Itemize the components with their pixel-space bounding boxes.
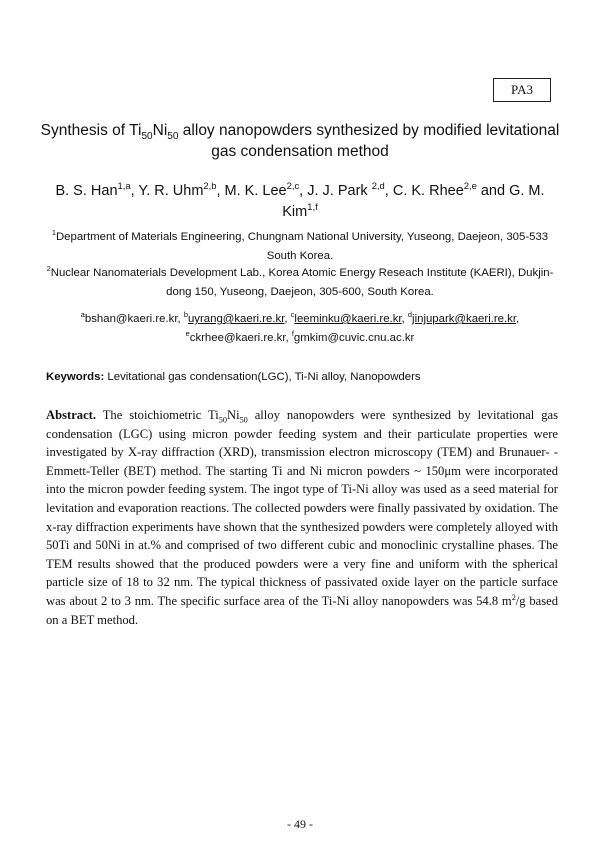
keywords [46, 369, 566, 385]
email[interactable]: $^b$uyrang@kaeri.re.kr [183, 310, 285, 325]
affiliation-1: $^1$Department of Materials Engineering, Chungnam National University, Yuseong, Daejeon, 305-533 South Korea. [51, 228, 549, 262]
email[interactable]: $^f$gmkim@cuvic.cnu.ac.kr [291, 329, 415, 344]
abstract: Abstract. The stoichiometric $Ti_{50}Ni_{50}$ alloy nanopowders were synthesized by levitational gas condensation (LGC) using micron powder feeding system and their particulate properties were investigated by X-ray diffraction (XRD), transmission electron microscopy (TEM) and Brunauer- -Emmett-Teller (BET) method. The starting Ti and Ni micron powders ~ 150μm were incorporated into the micron powder feeding system. The ingot type of Ti-Ni alloy was used as a seed material for levitation and evaporation reactions. The collected powders were finally passivated by oxidation. The x-ray diffraction experiments have shown that the synthesized powders were completely alloyed with 50Ti and 50Ni in at.% and comprised of two different cubic and monoclinic crystalline phases. The TEM results showed that the produced powders were a very fine and uniform with the spherical particle size of 18 to 32 nm. The typical thickness of passivated oxide layer on the particle surface was about 2 to 3 nm. The specific surface area of the Ti-Ni alloy nanopowders was 54.8 $m^2/g$ based on a BET method. [46, 408, 558, 627]
author: G. M. Kim$^{1,f}$ [282, 183, 545, 220]
author: C. K. Rhee$^{2,e}$ and [392, 180, 510, 199]
author: B. S. Han$^{1,a}$, [55, 180, 139, 199]
email[interactable]: $^d$jinjupark@kaeri.re.kr [407, 310, 517, 325]
paper-code-box: PA3 [493, 78, 551, 102]
author: Y. R. Uhm$^{2,b}$, [138, 180, 225, 199]
keywords-text: Levitational gas condensation(LGC), Ti-Ni alloy, Nanopowders [104, 371, 421, 383]
paper-title: Synthesis of $Ti_{50}Ni_{50}$ alloy nanopowders synthesized by modified levitational gas condensation method [40, 122, 560, 160]
author-list [40, 181, 560, 223]
author: J. J. Park $^{2,d}$, [307, 180, 393, 199]
email[interactable]: $^c$leeminku@kaeri.re.kr [290, 310, 402, 325]
email-list: $^a$bshan@kaeri.re.kr, $^b$uyrang@kaeri.re.kr, $^c$leeminku@kaeri.re.kr, $^d$jinjupark@kaeri.re.kr, $^e$ckrhee@kaeri.re.kr, $^f$gmkim@cuvic.cnu.ac.kr [80, 310, 520, 344]
author: M. K. Lee$^{2,c}$, [224, 180, 308, 199]
affiliation-2: $^2$Nuclear Nanomaterials Development Lab., Korea Atomic Energy Reseach Institute (KAERI), Dukjin-dong 150, Yuseong, Daejeon, 305-600, South Korea. [46, 264, 554, 298]
keywords-label: Keywords: [46, 371, 105, 383]
email[interactable]: $^a$bshan@kaeri.re.kr [80, 310, 178, 325]
page-number: - 49 - [287, 817, 313, 831]
email[interactable]: $^e$ckrhee@kaeri.re.kr [185, 329, 286, 344]
abstract-label: Abstract. [46, 408, 97, 422]
